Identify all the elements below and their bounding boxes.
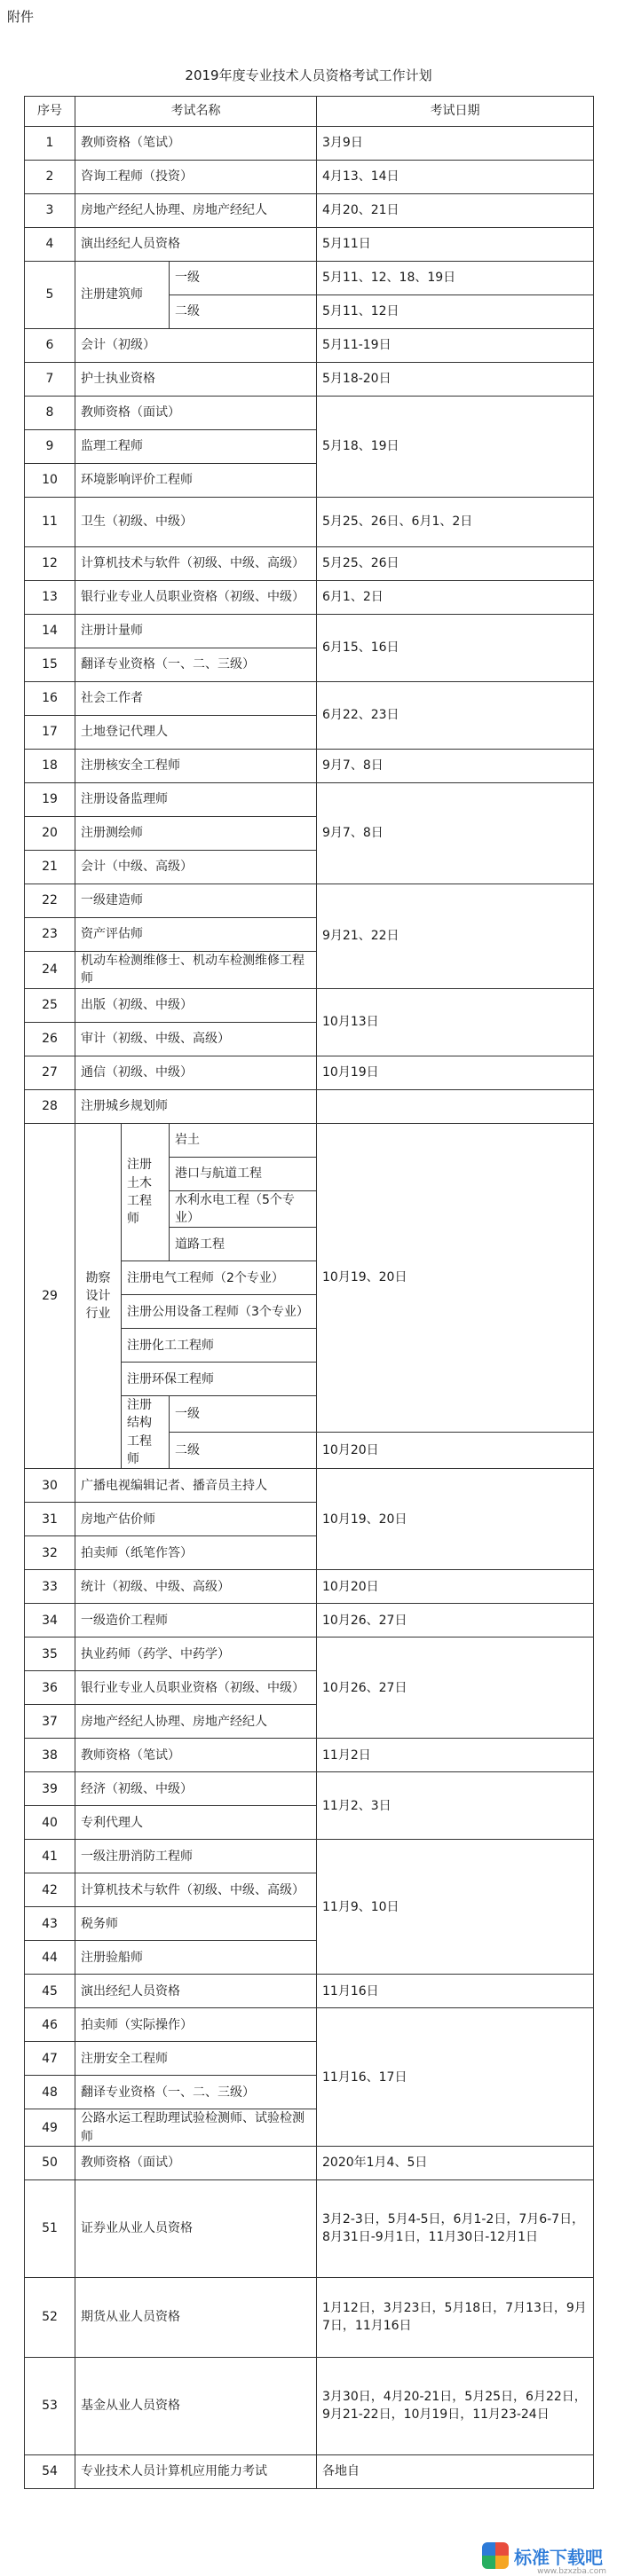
table-row: [25, 1772, 594, 1806]
row-name: 房地产估价师: [75, 1503, 317, 1536]
row-date: 各地自: [317, 2454, 594, 2488]
row-name: 土地登记代理人: [75, 716, 317, 750]
row-name: 注册电气工程师（2个专业）: [122, 1261, 317, 1295]
table-row: [25, 1570, 594, 1604]
row-name: 注册结构工程师: [122, 1396, 170, 1469]
row-name: 会计（中级、高级）: [75, 851, 317, 884]
table-row: [25, 2008, 594, 2042]
row-no: 26: [25, 1022, 75, 1056]
row-date: 10月13日: [317, 988, 594, 1056]
row-name: 期货从业人员资格: [75, 2277, 317, 2357]
row-no: 41: [25, 1840, 75, 1873]
table-row: [25, 498, 594, 547]
table-row: [25, 988, 594, 1022]
row-name: 注册验船师: [75, 1941, 317, 1975]
row-no: 52: [25, 2277, 75, 2357]
row-date: 6月15、16日: [317, 615, 594, 682]
row-name: 广播电视编辑记者、播音员主持人: [75, 1469, 317, 1503]
row-name: 银行业专业人员职业资格（初级、中级）: [75, 1671, 317, 1705]
row-name: 护士执业资格: [75, 363, 317, 397]
page-title: 2019年度专业技术人员资格考试工作计划: [185, 67, 432, 83]
table-row: [25, 228, 594, 262]
row-date: 1月12日，3月23日，5月18日，7月13日，9月7日，11月16日: [317, 2277, 594, 2357]
table-row: [25, 1840, 594, 1873]
row-subname: 二级: [170, 295, 317, 329]
row-no: 30: [25, 1469, 75, 1503]
row-no: 24: [25, 952, 75, 989]
row-no: 23: [25, 918, 75, 952]
row-date: 3月2-3日，5月4-5日，6月1-2日，7月6-7日，8月31日-9月1日，11月30日-12月1日: [317, 2179, 594, 2277]
row-name: 监理工程师: [75, 430, 317, 464]
table-row: [25, 194, 594, 228]
table-row: [25, 1637, 594, 1671]
table-row: [25, 1739, 594, 1772]
row-date: 10月19、20日: [317, 1469, 594, 1570]
table-row: [25, 1056, 594, 1089]
table-row: [25, 547, 594, 581]
row-no: 4: [25, 228, 75, 262]
row-date: 5月11、12、18、19日: [317, 262, 594, 295]
row-subname: 一级: [170, 1396, 317, 1433]
row-date: 5月25、26日、6月1、2日: [317, 498, 594, 547]
header-name: 考试名称: [75, 97, 317, 127]
row-date: 5月11、12日: [317, 295, 594, 329]
row-date: 5月18、19日: [317, 397, 594, 498]
row-name: 房地产经纪人协理、房地产经纪人: [75, 194, 317, 228]
row-name: 拍卖师（实际操作）: [75, 2008, 317, 2042]
row-date: 5月25、26日: [317, 547, 594, 581]
colorful-chart-logo-icon: [482, 2542, 509, 2569]
row-date: 9月7、8日: [317, 750, 594, 783]
row-no: 53: [25, 2357, 75, 2454]
row-name: 社会工作者: [75, 682, 317, 716]
row-name: 教师资格（面试）: [75, 2146, 317, 2179]
row-no: 36: [25, 1671, 75, 1705]
row-name: 统计（初级、中级、高级）: [75, 1570, 317, 1604]
row-date: 4月20、21日: [317, 194, 594, 228]
row-name: 一级注册消防工程师: [75, 1840, 317, 1873]
row-no: 22: [25, 884, 75, 918]
row-no: 42: [25, 1873, 75, 1907]
row-no: 51: [25, 2179, 75, 2277]
row-no: 32: [25, 1536, 75, 1570]
row-name: 注册环保工程师: [122, 1363, 317, 1396]
row-no: 50: [25, 2146, 75, 2179]
row-no: 14: [25, 615, 75, 648]
row-no: 38: [25, 1739, 75, 1772]
table-row: [25, 581, 594, 615]
row-no: 10: [25, 464, 75, 498]
row-no: 37: [25, 1705, 75, 1739]
row-no: 3: [25, 194, 75, 228]
row-subname: 岩土: [170, 1123, 317, 1157]
table-row: [25, 615, 594, 648]
row-name: 资产评估师: [75, 918, 317, 952]
watermark-text: 标准下载吧: [514, 2546, 603, 2568]
row-subname: 一级: [170, 262, 317, 295]
exam-schedule-table: [24, 96, 594, 2489]
row-no: 7: [25, 363, 75, 397]
table-row: [25, 1123, 594, 1157]
header-date: 考试日期: [317, 97, 594, 127]
row-no: 25: [25, 988, 75, 1022]
row-date: 3月9日: [317, 127, 594, 161]
row-name: 注册设备监理师: [75, 783, 317, 817]
row-name: 注册公用设备工程师（3个专业）: [122, 1295, 317, 1329]
row-date: 6月22、23日: [317, 682, 594, 750]
row-date: 10月26、27日: [317, 1604, 594, 1637]
table-row: [25, 783, 594, 817]
table-row: [25, 682, 594, 716]
row-name: 注册安全工程师: [75, 2042, 317, 2076]
row-name: 环境影响评价工程师: [75, 464, 317, 498]
row-name: 翻译专业资格（一、二、三级）: [75, 2076, 317, 2109]
row-date: 11月9、10日: [317, 1840, 594, 1975]
table-row: [25, 750, 594, 783]
row-name: 税务师: [75, 1907, 317, 1941]
row-no: 28: [25, 1089, 75, 1123]
row-name: 银行业专业人员职业资格（初级、中级）: [75, 581, 317, 615]
row-date: 9月7、8日: [317, 783, 594, 884]
row-no: 39: [25, 1772, 75, 1806]
row-no: 35: [25, 1637, 75, 1671]
attachment-label: 附件: [7, 9, 35, 25]
row-name: 教师资格（面试）: [75, 397, 317, 430]
table-row: [25, 2454, 594, 2488]
table-row: [25, 363, 594, 397]
table-row: [25, 2146, 594, 2179]
row-no: 31: [25, 1503, 75, 1536]
row-name: 咨询工程师（投资）: [75, 161, 317, 194]
row-date: 10月20日: [317, 1433, 594, 1469]
row-no: 43: [25, 1907, 75, 1941]
table-row: [25, 2277, 594, 2357]
row-no: 34: [25, 1604, 75, 1637]
row-no: 6: [25, 329, 75, 363]
row-name: 注册计量师: [75, 615, 317, 648]
row-category: 勘察设计行业: [75, 1123, 122, 1469]
row-name: 计算机技术与软件（初级、中级、高级）: [75, 547, 317, 581]
table-row: [25, 2357, 594, 2454]
row-no: 5: [25, 262, 75, 329]
row-name: 执业药师（药学、中药学）: [75, 1637, 317, 1671]
row-no: 15: [25, 648, 75, 682]
row-no: 18: [25, 750, 75, 783]
row-date: 5月11-19日: [317, 329, 594, 363]
row-no: 8: [25, 397, 75, 430]
row-date: 5月18-20日: [317, 363, 594, 397]
row-no: 16: [25, 682, 75, 716]
row-date: 11月16、17日: [317, 2008, 594, 2147]
watermark-url: www.bzxzba.com: [537, 2567, 606, 2576]
row-date: 11月16日: [317, 1975, 594, 2008]
row-no: 17: [25, 716, 75, 750]
row-no: 27: [25, 1056, 75, 1089]
row-date: 10月20日: [317, 1570, 594, 1604]
row-no: 45: [25, 1975, 75, 2008]
row-name: 注册城乡规划师: [75, 1089, 317, 1123]
row-no: 49: [25, 2109, 75, 2147]
row-date: 2020年1月4、5日: [317, 2146, 594, 2179]
table-header-row: [25, 97, 594, 127]
row-no: 47: [25, 2042, 75, 2076]
row-name: 专利代理人: [75, 1806, 317, 1840]
row-no: 13: [25, 581, 75, 615]
row-name: 会计（初级）: [75, 329, 317, 363]
row-no: 40: [25, 1806, 75, 1840]
row-name: 公路水运工程助理试验检测师、试验检测师: [75, 2109, 317, 2147]
table-row: [25, 1975, 594, 2008]
row-date: 6月1、2日: [317, 581, 594, 615]
row-name: 拍卖师（纸笔作答）: [75, 1536, 317, 1570]
row-date: 10月19日: [317, 1056, 594, 1089]
row-date-empty: [317, 1089, 594, 1123]
row-name: 卫生（初级、中级）: [75, 498, 317, 547]
row-name: 注册核安全工程师: [75, 750, 317, 783]
row-name: 演出经纪人员资格: [75, 228, 317, 262]
table-row: [25, 1469, 594, 1503]
header-no: 序号: [25, 97, 75, 127]
row-name: 基金从业人员资格: [75, 2357, 317, 2454]
row-name: 注册化工工程师: [122, 1329, 317, 1363]
row-date: 10月26、27日: [317, 1637, 594, 1739]
row-subname: 道路工程: [170, 1228, 317, 1261]
row-no: 48: [25, 2076, 75, 2109]
row-name: 审计（初级、中级、高级）: [75, 1022, 317, 1056]
table-row: [25, 2179, 594, 2277]
row-no: 44: [25, 1941, 75, 1975]
row-no: 29: [25, 1123, 75, 1469]
table-row: [25, 397, 594, 430]
row-date: 3月30日，4月20-21日，5月25日，6月22日，9月21-22日，10月19日，11月23-24日: [317, 2357, 594, 2454]
row-no: 46: [25, 2008, 75, 2042]
row-name: 教师资格（笔试）: [75, 127, 317, 161]
row-name: 机动车检测维修士、机动车检测维修工程师: [75, 952, 317, 989]
row-no: 12: [25, 547, 75, 581]
table-row: [25, 262, 594, 295]
row-no: 21: [25, 851, 75, 884]
row-no: 11: [25, 498, 75, 547]
row-subname: 二级: [170, 1433, 317, 1469]
row-name: 通信（初级、中级）: [75, 1056, 317, 1089]
table-row: [25, 161, 594, 194]
row-no: 33: [25, 1570, 75, 1604]
row-name: 注册建筑师: [75, 262, 170, 329]
row-date: 9月21、22日: [317, 884, 594, 989]
row-date: 4月13、14日: [317, 161, 594, 194]
table-row: [25, 329, 594, 363]
table-row: [25, 1604, 594, 1637]
row-name: 翻译专业资格（一、二、三级）: [75, 648, 317, 682]
row-no: 54: [25, 2454, 75, 2488]
row-no: 20: [25, 817, 75, 851]
row-name: 注册测绘师: [75, 817, 317, 851]
row-name: 注册土木工程师: [122, 1123, 170, 1261]
row-name: 教师资格（笔试）: [75, 1739, 317, 1772]
row-date: 5月11日: [317, 228, 594, 262]
row-subname: 港口与航道工程: [170, 1157, 317, 1190]
row-name: 房地产经纪人协理、房地产经纪人: [75, 1705, 317, 1739]
table-row: [25, 127, 594, 161]
row-name: 专业技术人员计算机应用能力考试: [75, 2454, 317, 2488]
row-date: 10月19、20日: [317, 1123, 594, 1433]
row-no: 9: [25, 430, 75, 464]
table-row: [25, 1089, 594, 1123]
row-name: 演出经纪人员资格: [75, 1975, 317, 2008]
row-name: 经济（初级、中级）: [75, 1772, 317, 1806]
row-name: 一级造价工程师: [75, 1604, 317, 1637]
row-name: 计算机技术与软件（初级、中级、高级）: [75, 1873, 317, 1907]
row-no: 2: [25, 161, 75, 194]
row-no: 1: [25, 127, 75, 161]
row-name: 证券业从业人员资格: [75, 2179, 317, 2277]
table-row: [25, 884, 594, 918]
row-no: 19: [25, 783, 75, 817]
row-date: 11月2、3日: [317, 1772, 594, 1840]
row-subname: 水利水电工程（5个专业）: [170, 1190, 317, 1228]
row-name: 出版（初级、中级）: [75, 988, 317, 1022]
row-name: 一级建造师: [75, 884, 317, 918]
row-date: 11月2日: [317, 1739, 594, 1772]
